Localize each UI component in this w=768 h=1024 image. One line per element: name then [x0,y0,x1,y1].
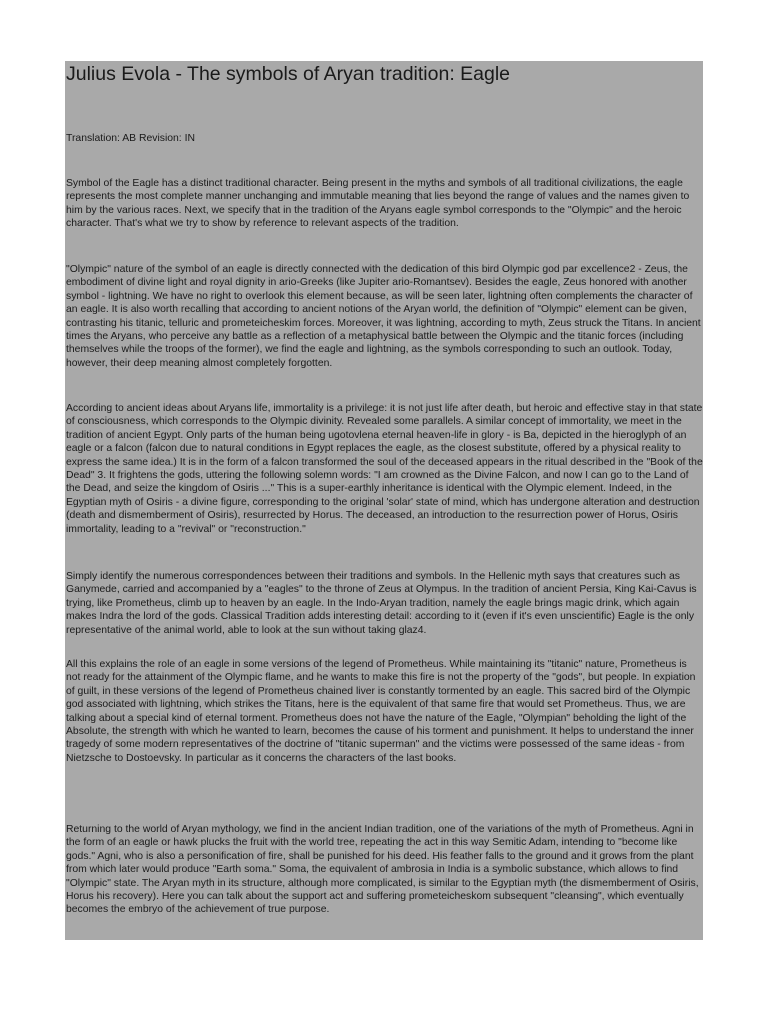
document-title: Julius Evola - The symbols of Aryan tradition: Eagle [66,63,511,85]
document-content [66,61,704,916]
paragraph-aryan-mythology: Returning to the world of Aryan mythology, we find in the ancient Indian tradition, one of the variations of the myth of Prometheus. Agni in the form of an eagle or hawk plucks the fruit with the world tree, repeating the act in this way Semitic Adam, intending to "become like gods." Agni, who is also a personification of fire, shall be punished for his deed. His feather falls to the ground and it grows from the plant from which later would produce "Earth soma." Soma, the equivalent of ambrosia in India is a symbolic substance, which allows to find "Olympic" state. The Aryan myth in its structure, although more complicated, is similar to the Egyptian myth (the dismemberment of Osiris, Horus his recovery). Here you can talk about the support act and suffering prometeicheskom subsequent "cleansing", which eventually becomes the embryo of the achievement of true purpose. [66,824,699,916]
paragraph-correspondences: Simply identify the numerous correspondences between their traditions and symbols. In the Hellenic myth says that creatures such as Ganymede, carried and accompanied by a "eagles" to the throne of Zeus at Olympus. In the tradition of ancient Persia, King Kai-Cavus is trying, like Prometheus, climb up to heaven by an eagle. In the Indo-Aryan tradition, namely the eagle brings magic drink, which again makes Indra the lord of the gods. Classical Tradition adds interesting detail: according to it (even if it's even unscientific) Eagle is the only representative of the animal world, able to look at the sun without taking glaz4. [66,571,697,636]
paragraph-immortality: According to ancient ideas about Aryans life, immortality is a privilege: it is not just life after death, but heroic and effective stay in that state of consciousness, which corresponds to the Olympic divinity. Revealed some parallels. A similar concept of immortality, we meet in the tradition of ancient Egypt. Only parts of the human being ugotovlena eternal heaven-life in glory - is Ba, depicted in the hieroglyph of an eagle or a falcon (falcon due to natural conditions in Egypt replaces the eagle, as the closest substitute, offered by a physical reality to express the same idea.) It is in the form of a falcon transformed the soul of the deceased appears in the ritual described in the "Book of the Dead" 3. It frightens the gods, uttering the following solemn words: "I am crowned as the Divine Falcon, and now I can go to the Land of the Dead, and seize the kingdom of Osiris ..." This is a super-earthly inheritance is identical with the Olympic element. Indeed, in the Egyptian myth of Osiris - a divine figure, corresponding to the original 'solar' state of mind, which has undergone alteration and destruction (death and dismemberment of Osiris), resurrected by Horus. The deceased, an introduction to the resurrection power of Horus, Osiris immortality, leading to a "revival" or "reconstruction." [66,403,703,535]
translation-credit: Translation: AB Revision: IN [66,133,195,144]
paragraph-eagle-symbol: Symbol of the Eagle has a distinct traditional character. Being present in the myths and symbols of all traditional civilizations, the eagle represents the most complete manner unchanging and immutable meaning that lies beyond the range of values and the names given to him by the various races. Next, we specify that in the tradition of the Aryans eagle symbol corresponds to the "Olympic" and the heroic character. That's what we try to show by reference to relevant aspects of the tradition. [66,178,690,230]
paragraph-prometheus: All this explains the role of an eagle in some versions of the legend of Prometheus. While maintaining its "titanic" nature, Prometheus is not ready for the attainment of the Olympic flame, and he wants to make this fire is not the property of the "gods", but people. In expiation of guilt, in these versions of the legend of Prometheus chained liver is constantly tormented by an eagle. This sacred bird of the Olympic god associated with lightning, which strikes the Titans, here is the equivalent of that same fire that would set Prometheus. Thus, we are talking about a special kind of eternal torment. Prometheus does not have the nature of the Eagle, "Olympian" beholding the light of the Absolute, the strength with which he wanted to learn, becomes the cause of his torment and punishment. It helps to understand the inner tragedy of some modern representatives of the doctrine of "titanic superman" and the victims were possessed of the same ideas - from Nietzsche to Dostoevsky. In particular as it concerns the characters of the last books. [66,659,696,764]
paragraph-olympic-nature: "Olympic" nature of the symbol of an eagle is directly connected with the dedication of this bird Olympic god par excellence2 - Zeus, the embodiment of divine light and royal dignity in ario-Greeks (like Jupiter ario-Romantsev). Besides the eagle, Zeus honored with another symbol - lightning. We have no right to overlook this element because, as will be seen later, lightning often complements the character of an eagle. It is also worth recalling that according to ancient notions of the Aryan world, the definition of "Olympic" element can be given, contrasting his titanic, telluric and prometeicheskim forces. Moreover, it was lightning, according to myth, Zeus struck the Titans. In ancient times the Aryans, who perceive any battle as a reflection of a metaphysical battle between the Olympic and the titanic forces (including themselves while the troops of the former), we find the eagle and lightning, as the symbols corresponding to such an outlook. Today, however, their deep meaning almost completely forgotten. [66,264,701,369]
